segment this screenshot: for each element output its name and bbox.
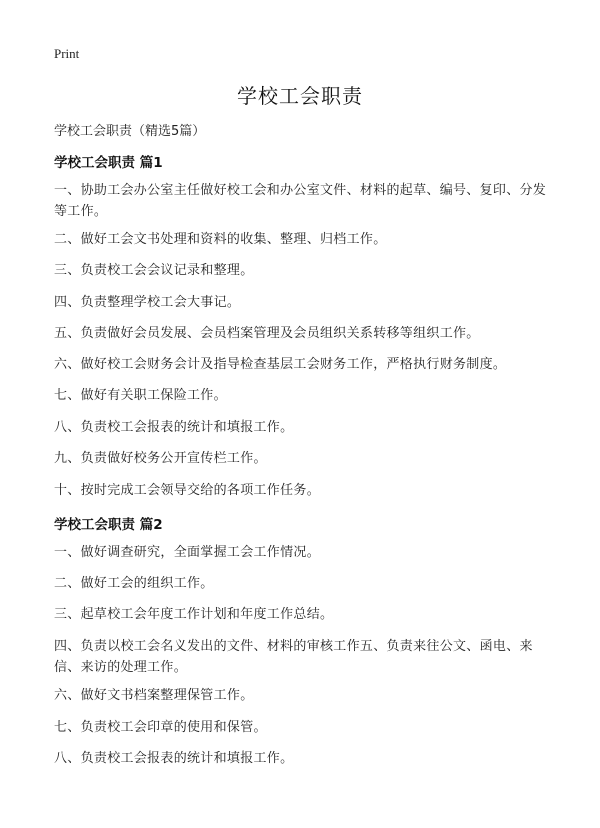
paragraph-2-4: 四、负责以校工会名义发出的文件、材料的审核工作五、负责来往公文、函电、来信、来访的处理工作。: [54, 639, 533, 675]
paragraph-2-7: 八、负责校工会报表的统计和填报工作。: [54, 751, 294, 766]
paragraph-2-3: 三、起草校工会年度工作计划和年度工作总结。: [54, 607, 334, 622]
paragraph-2-5: 六、做好文书档案整理保管工作。: [54, 688, 254, 703]
document-subtitle: 学校工会职责（精选5篇）: [54, 124, 206, 139]
paragraph-1-2: 二、做好工会文书处理和资料的收集、整理、归档工作。: [54, 232, 387, 247]
section-heading-2: 学校工会职责 篇2: [54, 517, 163, 533]
paragraph-2-2: 二、做好工会的组织工作。: [54, 576, 214, 591]
paragraph-1-6: 六、做好校工会财务会计及指导检查基层工会财务工作，严格执行财务制度。: [54, 357, 507, 372]
paragraph-1-7: 七、做好有关职工保险工作。: [54, 388, 227, 403]
paragraph-1-8: 八、负责校工会报表的统计和填报工作。: [54, 420, 294, 435]
paragraph-2-6: 七、负责校工会印章的使用和保管。: [54, 720, 267, 735]
paragraph-2-1: 一、做好调查研究，全面掌握工会工作情况。: [54, 545, 321, 560]
paragraph-1-4: 四、负责整理学校工会大事记。: [54, 295, 241, 310]
print-label[interactable]: Print: [54, 46, 80, 61]
paragraph-1-3: 三、负责校工会会议记录和整理。: [54, 263, 254, 278]
paragraph-1-9: 九、负责做好校务公开宣传栏工作。: [54, 451, 267, 466]
section-heading-1: 学校工会职责 篇1: [54, 155, 163, 171]
paragraph-1-10: 十、按时完成工会领导交给的各项工作任务。: [54, 483, 321, 498]
paragraph-1-5: 五、负责做好会员发展、会员档案管理及会员组织关系转移等组织工作。: [54, 326, 480, 341]
document-title: 学校工会职责: [237, 84, 363, 108]
paragraph-1-1: 一、协助工会办公室主任做好校工会和办公室文件、材料的起草、编号、复印、分发等工作。: [54, 183, 547, 219]
